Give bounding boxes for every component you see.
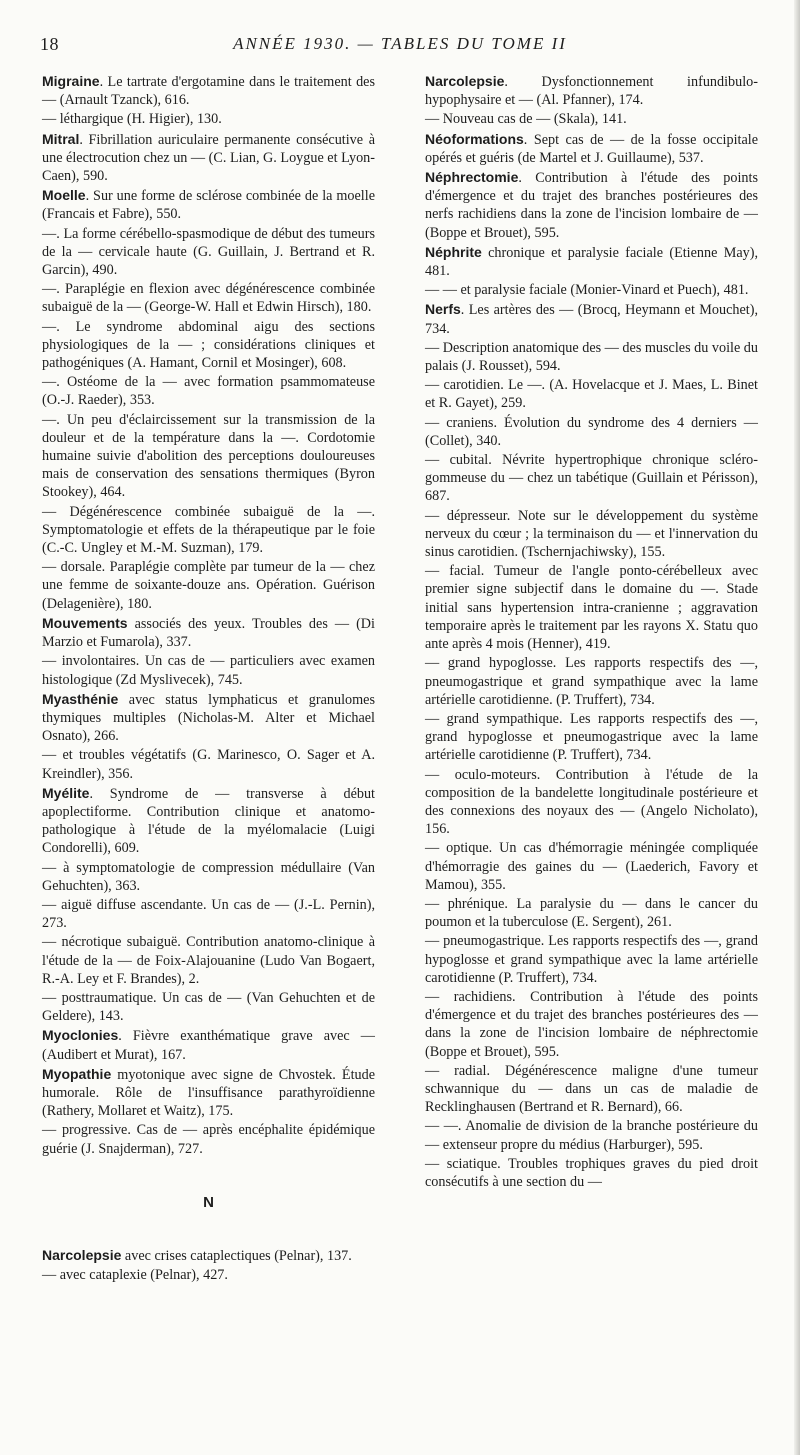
index-text: — avec cataplexie (Pelnar), 427. [42, 1267, 228, 1284]
index-entry [425, 130, 758, 167]
index-term: Mouvements [42, 614, 128, 631]
index-text: — Description anatomique des — des muscles du voile du palais (J. Rousset), 594. [425, 339, 758, 375]
index-text: — et troubles végétatifs (G. Marinesco, O. Sager et A. Kreindler), 356. [42, 747, 375, 782]
index-text: — nécrotique subaiguë. Contribution anatomo-clinique à l'étude de la — de Foix-Alajouanine (Ludo Van Bogaert, R.-A. Ley et F. Brandes), 2. [42, 934, 375, 987]
index-text: — grand sympathique. Les rapports respectifs des —, grand hypoglosse et pneumogastrique avec la lame artérielle carotidienne (P. Truffert), 734. [425, 710, 758, 764]
page-number: 18 [40, 34, 59, 54]
index-term: Néoformations [425, 130, 524, 147]
index-text: . Fibrillation auriculaire permanente consécutive à une électrocution chez un — (C. Lian, G. Loygue et Lyon-Caen), 590. [42, 131, 375, 185]
index-entry [425, 507, 758, 562]
index-text: — pneumogastrique. Les rapports respectifs des —, grand hypoglosse et grand sympathique avec la lame artérielle carotidienne (P. Truffert), 734. [425, 933, 758, 986]
index-text: —. La forme cérébello-spasmodique de début des tumeurs de la — cervicale haute (G. Guillain, J. Bertrand et R. Garcin), 490. [42, 225, 375, 279]
index-entry [42, 1246, 375, 1265]
index-entry [425, 988, 758, 1061]
index-entry [42, 130, 375, 186]
index-text: . Sur une forme de sclérose combinée de la moelle (Francais et Fabre), 550. [42, 188, 375, 223]
index-entry [42, 1266, 375, 1284]
page-edge [794, 0, 800, 1455]
index-entry [42, 318, 375, 373]
index-text: associés des yeux. Troubles des — (Di Marzio et Fumarola), 337. [42, 615, 375, 651]
index-entry [425, 414, 758, 450]
right-column [425, 72, 758, 1192]
index-term: Myoclonies [42, 1027, 119, 1044]
index-text: — radial. Dégénérescence maligne d'une tumeur schwannique du — dans un cas de maladie de Recklinghausen (Bertrand et R. Bernard), 66. [425, 1062, 758, 1116]
index-text: . Syndrome de — transverse à début apoplectiforme. Contribution clinique et anatomo-pathologique à l'étude de la myélomalacie (Luigi Condorelli), 609. [42, 785, 375, 857]
index-entry [42, 72, 375, 109]
section-letter: N [203, 1193, 214, 1211]
index-text: . Sept cas de — de la fosse occipitale opérés et guéris (de Martel et J. Guillaume), 537. [425, 131, 758, 166]
index-term: Mitral [42, 130, 80, 147]
index-entry [42, 933, 375, 988]
index-text: — dorsale. Paraplégie complète par tumeur de la — chez une femme de soixante-douze ans. Opération. Guérison (Delagenière), 180. [42, 559, 375, 612]
index-text: — sciatique. Troubles trophiques graves du pied droit consécutifs à une section du — [425, 1155, 758, 1190]
index-entry [42, 896, 375, 932]
index-entry [42, 1121, 375, 1157]
index-entry [425, 168, 758, 242]
index-term: Néphrite [425, 243, 482, 260]
index-text: — dépresseur. Note sur le développement du système nerveux du cœur ; la terminaison du — et l'innervation du sinus carotidien. (Tschernjachiwsky), 155. [425, 507, 758, 561]
index-entry [425, 451, 758, 506]
index-entry [42, 859, 375, 895]
index-text: . Dysfonctionnement infundibulo-hypophysaire et — (Al. Pfanner), 174. [425, 74, 758, 109]
index-term: Moelle [42, 187, 86, 204]
index-entry [425, 895, 758, 931]
index-entry [425, 932, 758, 987]
index-text: — optique. Un cas d'hémorragie méningée compliquée d'hémorragie des gaines du — (Laederich, Favory et Mamou), 355. [425, 840, 758, 893]
index-entry [425, 562, 758, 653]
index-term: Myélite [42, 784, 90, 801]
index-term: Nerfs [425, 301, 461, 318]
index-entry [42, 784, 375, 858]
index-text: — Dégénérescence combinée subaiguë de la —. Symptomatologie et effets de la thérapeutique par le foie (C.-C. Ungley et M.-M. Suzman), 179. [42, 503, 375, 557]
index-term: Migraine [42, 73, 100, 89]
index-entry [42, 373, 375, 409]
index-text: —. Ostéome de la — avec formation psammomateuse (O.-J. Raeder), 353. [42, 374, 375, 409]
index-text: — à symptomatologie de compression médullaire (Van Gehuchten), 363. [42, 859, 375, 894]
index-entry [42, 225, 375, 280]
index-entry [42, 503, 375, 558]
index-entry [42, 1026, 375, 1063]
index-entry [425, 839, 758, 894]
index-text: — léthargique (H. Higier), 130. [42, 111, 222, 128]
index-text: — Nouveau cas de — (Skala), 141. [425, 111, 627, 128]
index-text: — aiguë diffuse ascendante. Un cas de — (J.-L. Pernin), 273. [42, 896, 375, 932]
index-term: Narcolepsie [42, 1246, 122, 1263]
index-entry [42, 110, 375, 128]
index-entry [42, 746, 375, 782]
index-entry [42, 989, 375, 1025]
index-text: — facial. Tumeur de l'angle ponto-cérébelleux avec premier signe subjectif dans le domaine du —. Stade initial sans hypertension intra-cranienne ; aggravation temporaire après le traitement par les rayons X. Statu quo ante après 4 mois (Henner), 419. [425, 563, 758, 653]
index-text: —. Le syndrome abdominal aigu des sections physiologiques de la — ; considérations cliniques et pathogéniques (A. Hamant, Cornil et Mosinger), 608. [42, 318, 375, 372]
index-text: . Contribution à l'étude des points d'émergence et du trajet des branches postérieures des nerfs rachidiens dans la zone de l'incision lombaire de — (Boppe et Brouet), 595. [425, 170, 758, 241]
index-entry [425, 110, 758, 128]
running-title: ANNÉE 1930. — TABLES DU TOME II [233, 34, 567, 53]
index-text: — —. Anomalie de division de la branche postérieure du — extenseur propre du médius (Harburger), 595. [425, 1118, 758, 1153]
index-text: — rachidiens. Contribution à l'étude des points d'émergence et du trajet des branches postérieures des — dans la zone de l'incision lombaire de néphrectomie (Boppe et Brouet), 595. [425, 988, 758, 1060]
index-text: — carotidien. Le —. (A. Hovelacque et J. Maes, L. Binet et R. Gayet), 259. [425, 377, 758, 412]
index-entry [425, 300, 758, 337]
index-entry [42, 690, 375, 746]
index-term: Néphrectomie [425, 169, 519, 186]
index-entry [425, 1155, 758, 1191]
index-entry [42, 614, 375, 651]
index-text: — — et paralysie faciale (Monier-Vinard et Puech), 481. [425, 282, 749, 299]
index-entry [42, 280, 375, 316]
index-term: Narcolepsie [425, 73, 505, 89]
index-entry [425, 654, 758, 709]
index-text: . Les artères des — (Brocq, Heymann et Mouchet), 734. [425, 302, 758, 337]
index-entry [425, 281, 758, 299]
index-term: Myopathie [42, 1065, 112, 1082]
index-text: — phrénique. La paralysie du — dans le cancer du poumon et la tuberculose (E. Sergent), 261. [425, 895, 758, 931]
index-entry [42, 558, 375, 613]
index-text: — progressive. Cas de — après encéphalite épidémique guérie (J. Snajderman), 727. [42, 1122, 375, 1157]
index-text: —. Paraplégie en flexion avec dégénérescence combinée subaiguë de la — (George-W. Hall et Edwin Hirsch), 180. [42, 281, 375, 316]
index-entry [425, 243, 758, 280]
index-entry [425, 1117, 758, 1153]
index-entry [425, 339, 758, 375]
index-text: — oculo-moteurs. Contribution à l'étude de la composition de la bandelette longitudinale postérieure et des connexions des noyaux des — (Angelo Nicholato), 156. [425, 766, 758, 838]
index-entry [425, 1062, 758, 1117]
index-text: — posttraumatique. Un cas de — (Van Gehuchten et de Geldere), 143. [42, 989, 375, 1025]
index-text: — craniens. Évolution du syndrome des 4 derniers — (Collet), 340. [425, 414, 758, 449]
index-entry [425, 766, 758, 839]
index-text: . Le tartrate d'ergotamine dans le traitement des — (Arnault Tzanck), 616. [42, 74, 375, 109]
index-entry [425, 710, 758, 765]
index-entry [42, 186, 375, 223]
index-entry [425, 376, 758, 412]
index-text: chronique et paralysie faciale (Etienne May), 481. [425, 244, 758, 280]
index-entry [42, 652, 375, 688]
index-text: —. Un peu d'éclaircissement sur la transmission de la douleur et de la température dans la —. Cordotomie humaine suivie d'abolition des perceptions douloureuses mais de conservation des sensations thermiques (Byron Stookey), 464. [42, 411, 375, 501]
index-entry [425, 72, 758, 109]
index-text: avec status lymphaticus et granulomes thymiques multiples (Nicholas-M. Alter et Michael Osnato), 266. [42, 691, 375, 745]
index-text: avec crises cataplectiques (Pelnar), 137. [121, 1247, 352, 1264]
left-column [42, 72, 375, 1285]
index-entry [42, 411, 375, 502]
index-entry [42, 1065, 375, 1121]
index-text: — grand hypoglosse. Les rapports respectifs des —, pneumogastrique et grand sympathique avec la lame artérielle carotidienne. (P. Truffert), 734. [425, 655, 758, 708]
index-text: — cubital. Névrite hypertrophique chronique scléro-gommeuse du — chez un tabétique (Guillain et Périsson), 687. [425, 452, 758, 505]
index-term: Myasthénie [42, 690, 119, 707]
index-text: . Fièvre exanthématique grave avec — (Audibert et Murat), 167. [42, 1028, 375, 1063]
index-text: myotonique avec signe de Chvostek. Étude humorale. Rôle de l'insuffisance parathyroïdienne (Rathery, Mollaret et Waitz), 175. [42, 1066, 375, 1120]
index-text: — involontaires. Un cas de — particuliers avec examen histologique (Zd Myslivecek), 745. [42, 653, 375, 688]
